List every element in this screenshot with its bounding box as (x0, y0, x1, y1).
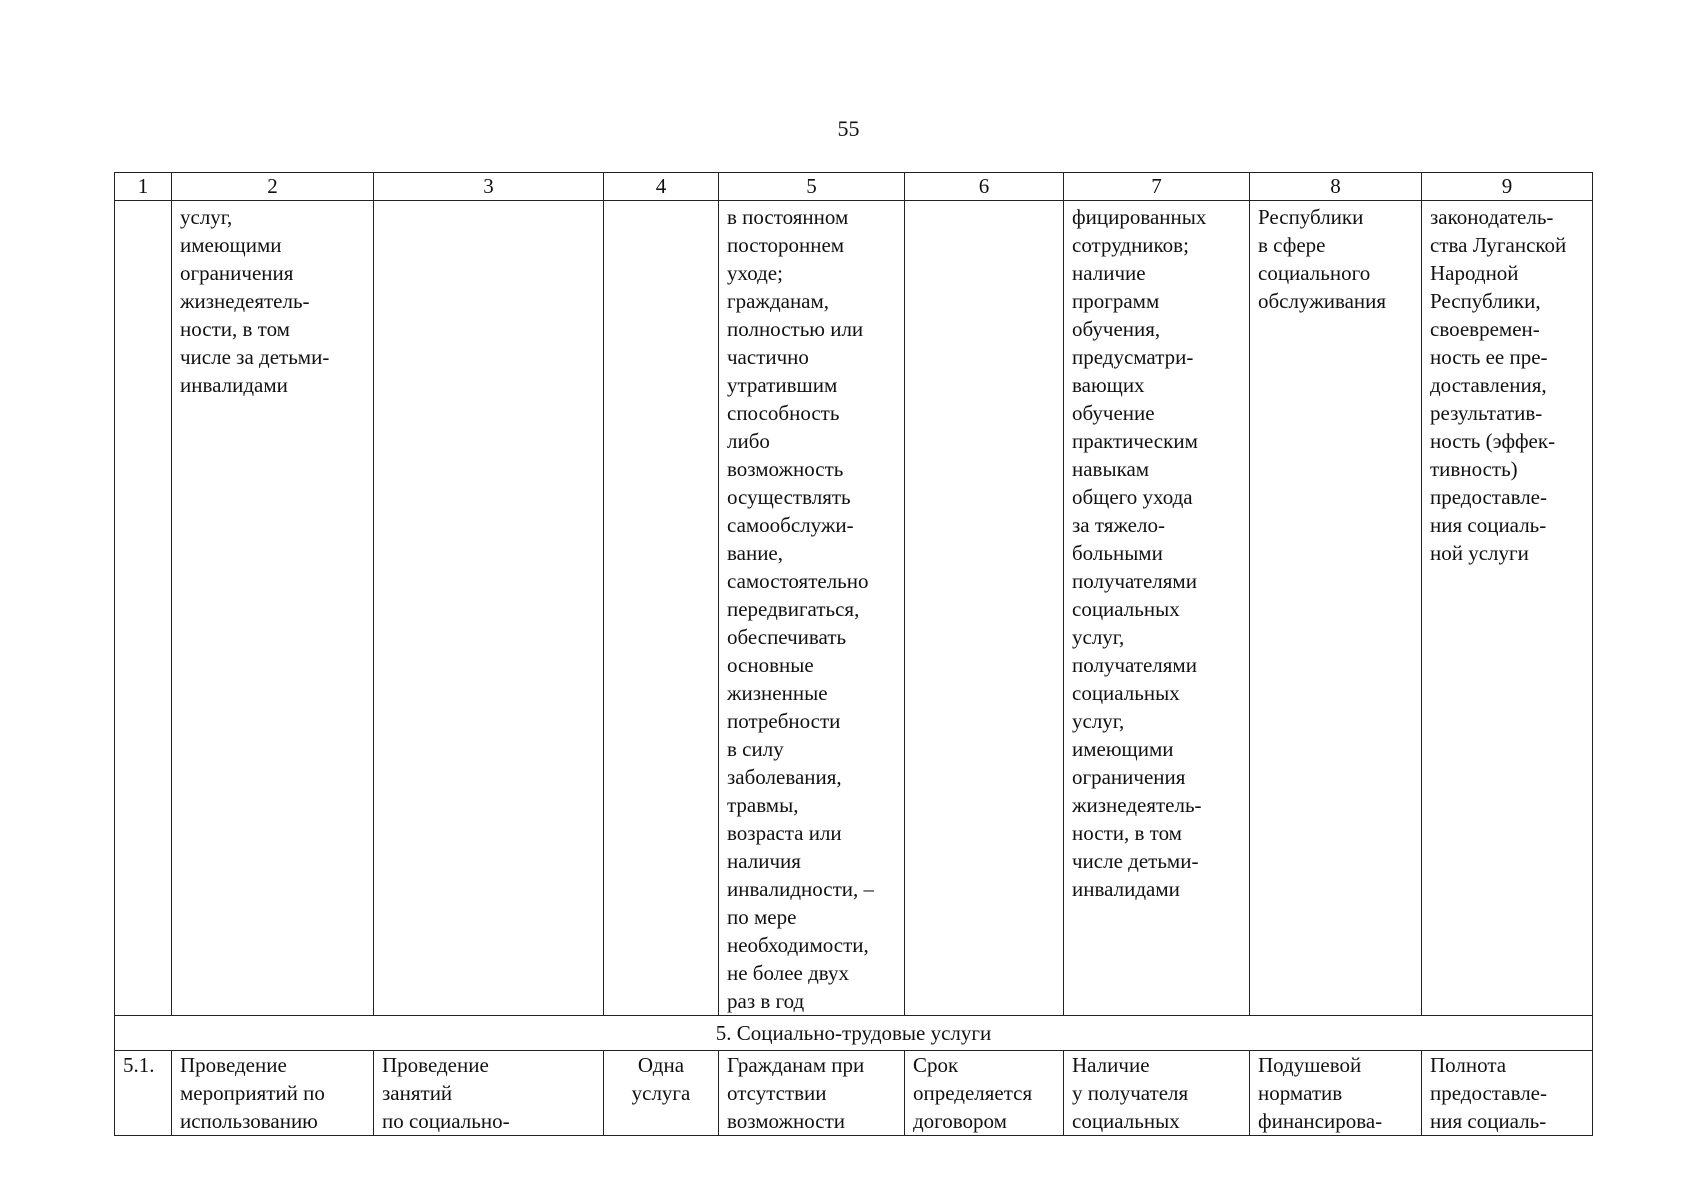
page-number: 55 (837, 116, 860, 141)
section-title: 5. Социально-трудовые услуги (115, 1016, 1593, 1051)
column-header: 4 (604, 173, 719, 201)
table-cell: Подушевой норматив финансирова- (1250, 1051, 1422, 1136)
table-cell: Одна услуга (604, 1051, 719, 1136)
column-header: 9 (1422, 173, 1593, 201)
table-cell (374, 201, 604, 1016)
table-cell: услуг, имеющими ограничения жизнедеятель- ности, в том числе за детьми- инвалидами (172, 201, 374, 1016)
services-table (114, 172, 1593, 1136)
table-cell: Гражданам при отсутствии возможности (719, 1051, 905, 1136)
column-header: 6 (905, 173, 1064, 201)
column-header: 3 (374, 173, 604, 201)
table-cell (115, 201, 172, 1016)
table-cell: Республики в сфере социального обслуживания (1250, 201, 1422, 1016)
continued-table-row (115, 201, 1593, 1016)
column-header: 7 (1064, 173, 1250, 201)
column-number-row (115, 173, 1593, 201)
table-cell: Срок определяется договором (905, 1051, 1064, 1136)
table-cell: в постоянном постороннем уходе; гражданам, полностью или частично утратившим способность либо возможность осуществлять самообслужи- вание, самостоятельно передвигаться, обеспечивать основные жизненные потребности в силу заболевания, травмы, возраста или наличия инвалидности, – по мере необходимости, не более двух раз в год (719, 201, 905, 1016)
table-cell: законодатель- ства Луганской Народной Республики, своевремен- ность ее пре- доставления, результатив- ность (эффек- тивность) предоставле- ния социаль- ной услуги (1422, 201, 1593, 1016)
table-cell: 5.1. (115, 1051, 172, 1136)
table-cell: фицированных сотрудников; наличие программ обучения, предусматри- вающих обучение практическим навыкам общего ухода за тяжело- больными получателями социальных услуг, получателями социальных услуг, имеющими ограничения жизнедеятель- ности, в том числе детьми- инвалидами (1064, 201, 1250, 1016)
table-cell (604, 201, 719, 1016)
table-cell: Наличие у получателя социальных (1064, 1051, 1250, 1136)
section-header-row (115, 1016, 1593, 1051)
table-cell: Полнота предоставле- ния социаль- (1422, 1051, 1593, 1136)
table-cell (905, 201, 1064, 1016)
column-header: 8 (1250, 173, 1422, 201)
table-cell: Проведение занятий по социально- (374, 1051, 604, 1136)
table-cell: Проведение мероприятий по использованию (172, 1051, 374, 1136)
table-row-5-1 (115, 1051, 1593, 1136)
column-header: 1 (115, 173, 172, 201)
column-header: 5 (719, 173, 905, 201)
column-header: 2 (172, 173, 374, 201)
